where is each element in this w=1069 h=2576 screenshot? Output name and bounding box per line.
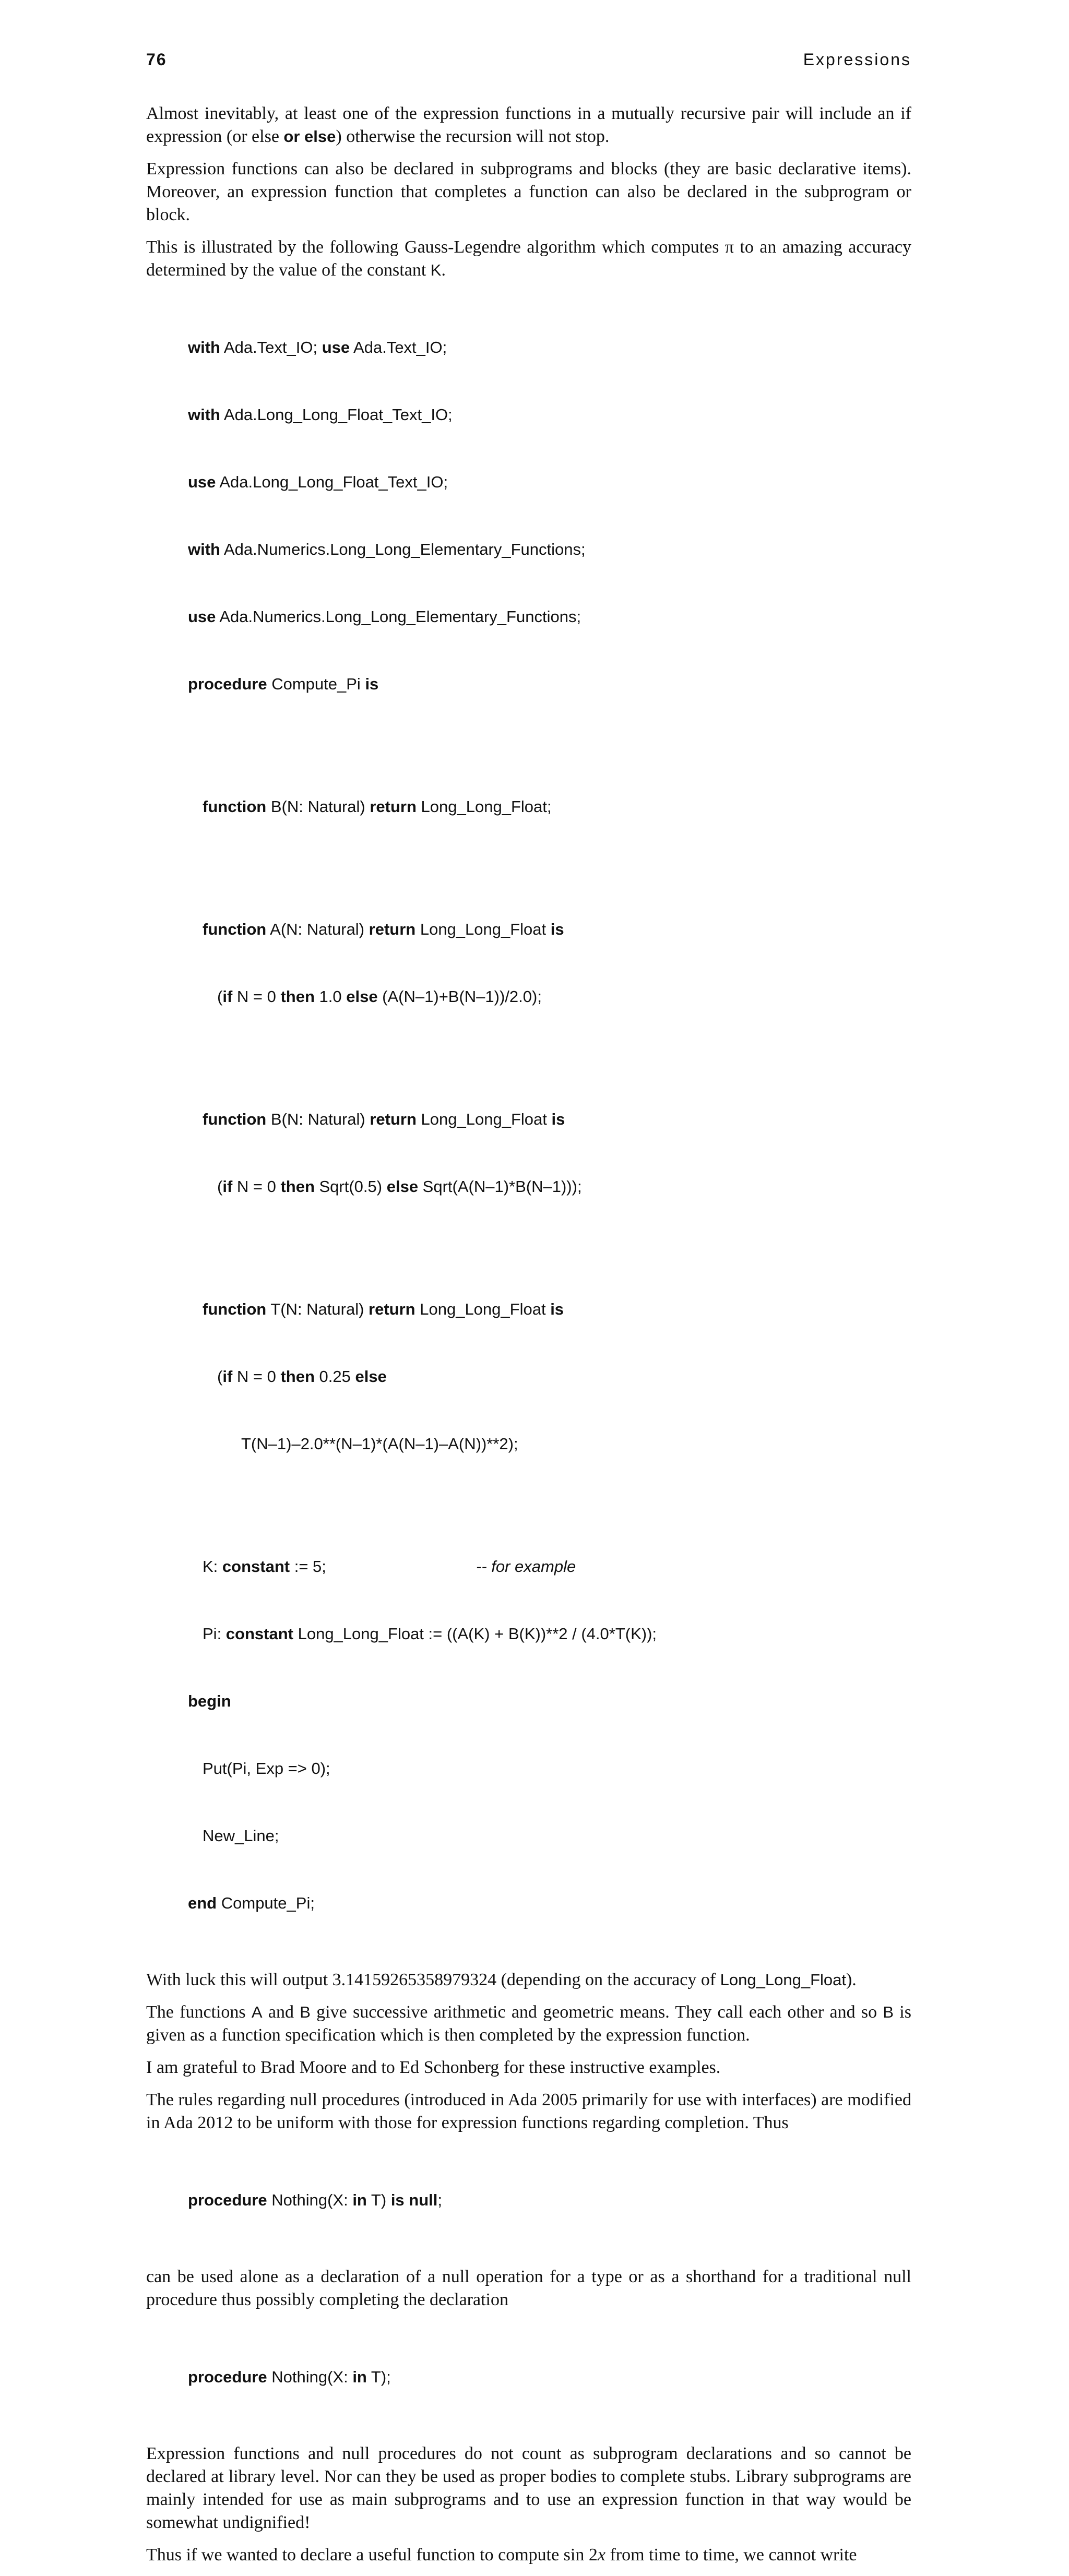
code-line: T(N–1)–2.0**(N–1)*(A(N–1)–A(N))**2); bbox=[241, 1435, 518, 1453]
page-number: 76 bbox=[146, 50, 167, 69]
code-listing-procedure-declaration bbox=[188, 2321, 911, 2433]
code-line: function B(N: Natural) return Long_Long_Float; bbox=[203, 797, 552, 816]
paragraph: Expression functions and null procedures do not count as subprogram declarations and so cannot be declared at library level. Nor can they be used as proper bodies to complete stubs. Library subprograms are mainly intended for use as main subprograms and to use an expression function in that way would be somewhat undignified! bbox=[146, 2444, 911, 2532]
page-header bbox=[146, 50, 911, 75]
code-line: procedure Nothing(X: in T) is null; bbox=[188, 2191, 443, 2209]
paragraph: Almost inevitably, at least one of the expression functions in a mutually recursive pair will include an if expression (or else or else) otherwise the recursion will not stop. bbox=[146, 104, 911, 146]
paragraph: Expression functions can also be declared in subprograms and blocks (they are basic declarative items). Moreover, an expression function that completes a function can also be declared in the subprogram or block. bbox=[146, 159, 911, 224]
running-title: Expressions bbox=[803, 50, 911, 69]
paragraph: can be used alone as a declaration of a null operation for a type or as a shorthand for a traditional null procedure thus possibly completing the declaration bbox=[146, 2267, 911, 2309]
code-line: with Ada.Long_Long_Float_Text_IO; bbox=[188, 406, 453, 424]
code-line: Put(Pi, Exp => 0); bbox=[203, 1759, 330, 1778]
code-line: K: constant := 5; -- for example bbox=[188, 1555, 911, 1578]
code-line: function A(N: Natural) return Long_Long_Float is bbox=[203, 920, 564, 938]
code-line: begin bbox=[188, 1692, 231, 1710]
code-line: New_Line; bbox=[203, 1827, 279, 1845]
code-line: (if N = 0 then Sqrt(0.5) else Sqrt(A(N–1)*B(N–1))); bbox=[217, 1177, 582, 1196]
code-line: with Ada.Numerics.Long_Long_Elementary_Functions; bbox=[188, 540, 586, 558]
code-listing-compute-pi bbox=[188, 291, 911, 1959]
code-line: (if N = 0 then 0.25 else bbox=[217, 1367, 387, 1386]
code-line: function B(N: Natural) return Long_Long_Float is bbox=[203, 1110, 565, 1128]
code-line: end Compute_Pi; bbox=[188, 1894, 315, 1912]
code-line: with Ada.Text_IO; use Ada.Text_IO; bbox=[188, 338, 447, 356]
paragraph: With luck this will output 3.14159265358979324 (depending on the accuracy of Long_Long_Float). bbox=[146, 1970, 857, 1989]
paragraph: The rules regarding null procedures (introduced in Ada 2005 primarily for use with interfaces) are modified in Ada 2012 to be uniform with those for expression functions regarding completion. Thus bbox=[146, 2090, 911, 2132]
page-body bbox=[146, 102, 911, 2576]
paragraph: This is illustrated by the following Gauss-Legendre algorithm which computes π to an amazing accuracy determined by the value of the constant K. bbox=[146, 237, 912, 280]
code-line: (if N = 0 then 1.0 else (A(N–1)+B(N–1))/2.0); bbox=[217, 987, 542, 1006]
paragraph: The functions A and B give successive arithmetic and geometric means. They call each other and so B is given as a function specification which is then completed by the expression function. bbox=[146, 2002, 911, 2045]
code-comment: -- for example bbox=[476, 1557, 576, 1576]
paragraph: Thus if we wanted to declare a useful function to compute sin 2x from time to time, we cannot write bbox=[146, 2545, 857, 2565]
code-line: Pi: constant Long_Long_Float := ((A(K) + B(K))**2 / (4.0*T(K)); bbox=[203, 1625, 657, 1643]
code-line: use Ada.Long_Long_Float_Text_IO; bbox=[188, 473, 448, 491]
paragraph: I am grateful to Brad Moore and to Ed Schonberg for these instructive examples. bbox=[146, 2058, 721, 2077]
code-line: function T(N: Natural) return Long_Long_Float is bbox=[203, 1300, 564, 1318]
code-line: procedure Nothing(X: in T); bbox=[188, 2368, 391, 2386]
code-line: procedure Compute_Pi is bbox=[188, 675, 379, 693]
code-listing-null-procedure bbox=[188, 2144, 911, 2256]
code-line: use Ada.Numerics.Long_Long_Elementary_Functions; bbox=[188, 607, 581, 626]
